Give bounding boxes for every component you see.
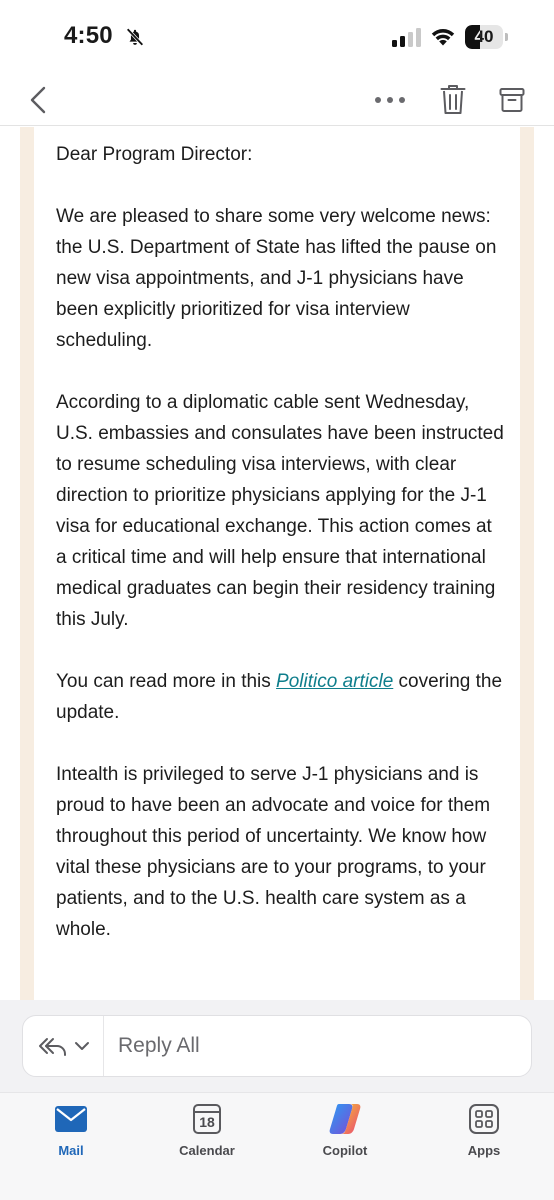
reply-area — [0, 1000, 554, 1092]
reply-all-icon — [38, 1035, 68, 1057]
paragraph-text: covering the update. — [56, 671, 503, 723]
status-bar — [0, 0, 554, 74]
message-toolbar — [0, 74, 554, 126]
archive-button[interactable] — [496, 80, 528, 120]
delete-button[interactable] — [436, 80, 470, 120]
cellular-signal-icon — [392, 27, 424, 47]
mail-icon — [55, 1106, 87, 1132]
email-content — [56, 139, 506, 976]
email-paragraph: We are pleased to share some very welcome news: the U.S. Department of State has lifted the pause on new visa appointments, and J-1 physicians have been explicitly prioritized for visa interview scheduling. — [56, 206, 497, 351]
reply-divider — [103, 1016, 104, 1076]
more-options-button[interactable] — [370, 80, 410, 120]
reply-all-box[interactable] — [22, 1015, 532, 1077]
email-frame-left — [20, 127, 34, 1000]
email-greeting: Dear Program Director: — [56, 144, 253, 165]
more-horizontal-icon — [374, 96, 406, 104]
bell-off-icon — [124, 26, 146, 48]
copilot-icon — [328, 1102, 362, 1136]
tab-calendar[interactable] — [152, 1101, 262, 1167]
status-time: 4:50 — [64, 22, 113, 49]
tab-mail[interactable] — [16, 1101, 126, 1167]
tab-label: Calendar — [179, 1143, 235, 1158]
battery-level: 40 — [474, 27, 494, 46]
back-button[interactable] — [22, 80, 54, 120]
politico-article-link[interactable]: Politico article — [276, 671, 394, 692]
tab-label: Copilot — [322, 1143, 368, 1158]
chevron-down-icon — [74, 1041, 90, 1051]
chevron-left-icon — [29, 85, 47, 115]
email-frame-right — [520, 127, 534, 1000]
tab-label: Mail — [58, 1143, 84, 1158]
reply-all-label: Reply All — [118, 1034, 200, 1057]
email-paragraph: Intealth is privileged to serve J-1 physicians and is proud to have been an advocate and voice for them throughout this period of uncertainty. We know how vital these physicians are to your programs, to your patients, and to the U.S. health care system as a whole. — [56, 764, 491, 940]
calendar-icon — [193, 1104, 221, 1134]
battery-indicator — [465, 25, 509, 49]
tab-copilot[interactable] — [290, 1101, 400, 1167]
tab-apps[interactable] — [429, 1101, 539, 1167]
email-paragraph: According to a diplomatic cable sent Wednesday, U.S. embassies and consulates have been instructed to resume scheduling visa interviews, with clear direction to prioritize physicians applying for the J-1 visa for educational exchange. This action comes at a critical time and will help ensure that international medical graduates can begin their residency training this July. — [56, 392, 504, 630]
paragraph-text: You can read more in this — [56, 671, 277, 692]
message-body — [0, 127, 554, 1000]
archive-icon — [499, 87, 525, 113]
reply-options-button[interactable] — [33, 1024, 95, 1068]
bottom-tab-bar — [0, 1092, 554, 1200]
trash-icon — [440, 84, 466, 116]
tab-label: Apps — [467, 1143, 501, 1158]
calendar-day: 18 — [199, 1114, 215, 1130]
wifi-icon — [429, 25, 457, 47]
email-paragraph — [56, 666, 506, 728]
apps-grid-icon — [469, 1104, 499, 1134]
